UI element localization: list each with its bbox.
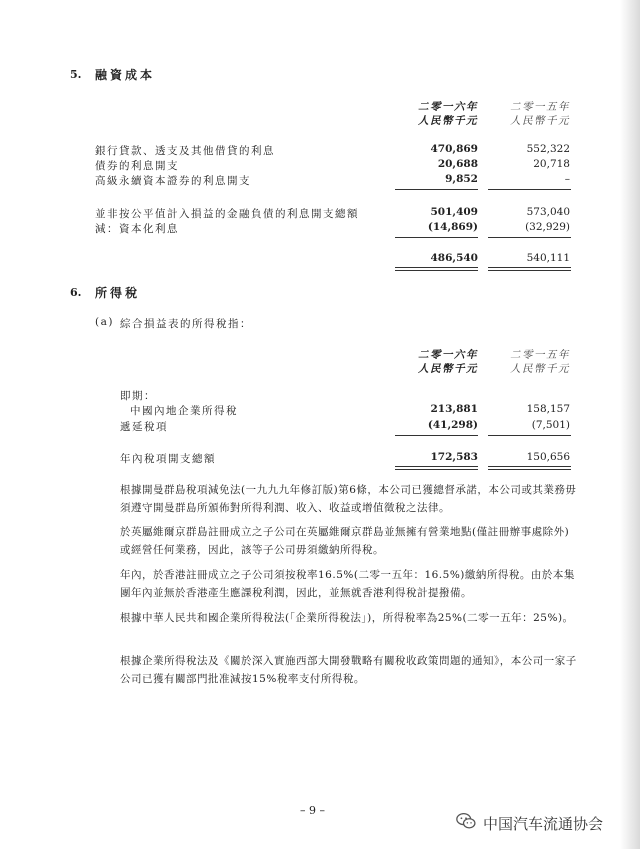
sec5-double-rule-2016-a	[395, 267, 478, 268]
section-5-title: 融資成本	[95, 68, 156, 82]
sec6-double-rule-2016-a	[395, 466, 478, 467]
sec6-paragraph: 根據企業所得稅法及《關於深入實施西部大開發戰略有關稅收政策問題的通知》，本公司一家子公司已獲有關部門批准減按15%稅率支付所得稅。	[120, 655, 577, 685]
sec5-col-2016-year: 二零一六年	[418, 101, 478, 113]
sec6-total-2016: 172,583	[430, 451, 478, 463]
sec5-double-rule-2015-a	[488, 267, 571, 268]
sec5-row-value-2016: 470,869	[430, 143, 478, 155]
watermark	[455, 812, 603, 834]
page-edge-shadow	[620, 0, 640, 849]
sec6-sub-a-label: (a)	[95, 316, 114, 328]
sec6-total-label: 年內稅項開支總額	[120, 453, 216, 465]
section-6-number: 6.	[70, 286, 82, 299]
sec6-row-label: 遞延稅項	[120, 421, 168, 433]
sec6-total-2015: 150,656	[526, 451, 570, 463]
sec6-col-2016-unit: 人民幣千元	[418, 363, 478, 375]
watermark-text: 中国汽车流通协会	[483, 814, 604, 833]
sec6-row-value-2016: 213,881	[430, 403, 478, 415]
sec5-row-label: 高級永續資本證券的利息開支	[95, 175, 251, 187]
sec6-col-2015-unit: 人民幣千元	[510, 363, 570, 375]
section-6-title: 所得稅	[95, 286, 141, 300]
sec5-row-value-2015: 552,322	[526, 143, 570, 155]
sec5-subtotal-label: 並非按公平值計入損益的金融負債的利息開支總額	[95, 208, 359, 220]
sec6-current-label: 即期：	[120, 390, 156, 402]
sec6-paragraph: 於英屬維爾京群島註冊成立之子公司在英屬維爾京群島並無擁有營業地點(僅註冊辦事處除外)或經營任何業務，因此，該等子公司毋須繳納所得稅。	[120, 526, 570, 556]
sec6-paragraph: 根據開曼群島稅項減免法(一九九九年修訂版)第6條，本公司已獲總督承諾，本公司或其業務毋須遵守開曼群島所頒佈對所得利潤、收入、收益或增值徵稅之法律。	[120, 484, 577, 514]
sec6-row-value-2016: (41,298)	[427, 419, 478, 431]
section-5-number: 5.	[70, 68, 82, 81]
sec5-total-2016: 486,540	[430, 252, 478, 264]
sec5-less-2016: (14,869)	[427, 221, 478, 233]
sec5-double-rule-2015-b	[488, 270, 571, 271]
sec6-paragraph: 年內，於香港註冊成立之子公司須按稅率16.5%(二零一五年：16.5%)繳納所得稅。由於本集團年內並無於香港產生應課稅利潤，因此，並無就香港利得稅計提撥備。	[120, 569, 575, 599]
sec5-total-2015: 540,111	[526, 252, 570, 264]
sec6-col-2016-year: 二零一六年	[418, 349, 478, 361]
sec6-row-label: 中國內地企業所得稅	[130, 405, 238, 417]
sec5-col-2015-year: 二零一五年	[510, 101, 570, 113]
sec6-row-value-2015: (7,501)	[531, 419, 570, 431]
sec6-double-rule-2015-a	[488, 466, 571, 467]
sec5-row-value-2016: 9,852	[445, 173, 478, 185]
wechat-icon	[455, 810, 477, 836]
sec5-col-2015-unit: 人民幣千元	[510, 115, 570, 127]
sec5-less-2015: (32,929)	[525, 221, 570, 233]
sec6-double-rule-2016-b	[395, 469, 478, 470]
sec5-subtotal-rule-2015	[488, 189, 571, 190]
sec6-col-2015-year: 二零一五年	[510, 349, 570, 361]
sec5-total-rule-2015	[488, 237, 571, 238]
sec6-double-rule-2015-b	[488, 469, 571, 470]
sec5-row-label: 債券的利息開支	[95, 160, 179, 172]
sec5-row-value-2015: –	[564, 173, 570, 185]
page-number: – 9 –	[300, 804, 325, 817]
sec5-subtotal-2016: 501,409	[430, 206, 478, 218]
sec5-col-2016-unit: 人民幣千元	[418, 115, 478, 127]
sec5-row-label: 銀行貸款、透支及其他借貸的利息	[95, 145, 275, 157]
sec5-subtotal-2015: 573,040	[526, 206, 570, 218]
sec6-paragraph: 根據中華人民共和國企業所得稅法(「企業所得稅法」)，所得稅率為25%(二零一五年：25%)。	[120, 612, 574, 624]
sec6-row-value-2015: 158,157	[526, 403, 570, 415]
sec6-sub-a-text: 綜合損益表的所得稅指：	[120, 318, 252, 330]
sec5-less-label: 減：資本化利息	[95, 223, 179, 235]
sec5-subtotal-rule-2016	[395, 189, 478, 190]
sec5-total-rule-2016	[395, 237, 478, 238]
sec5-double-rule-2016-b	[395, 270, 478, 271]
sec6-subtotal-rule-2016	[395, 435, 478, 436]
sec5-row-value-2015: 20,718	[533, 158, 570, 170]
sec5-row-value-2016: 20,688	[437, 158, 478, 170]
sec6-subtotal-rule-2015	[488, 435, 571, 436]
